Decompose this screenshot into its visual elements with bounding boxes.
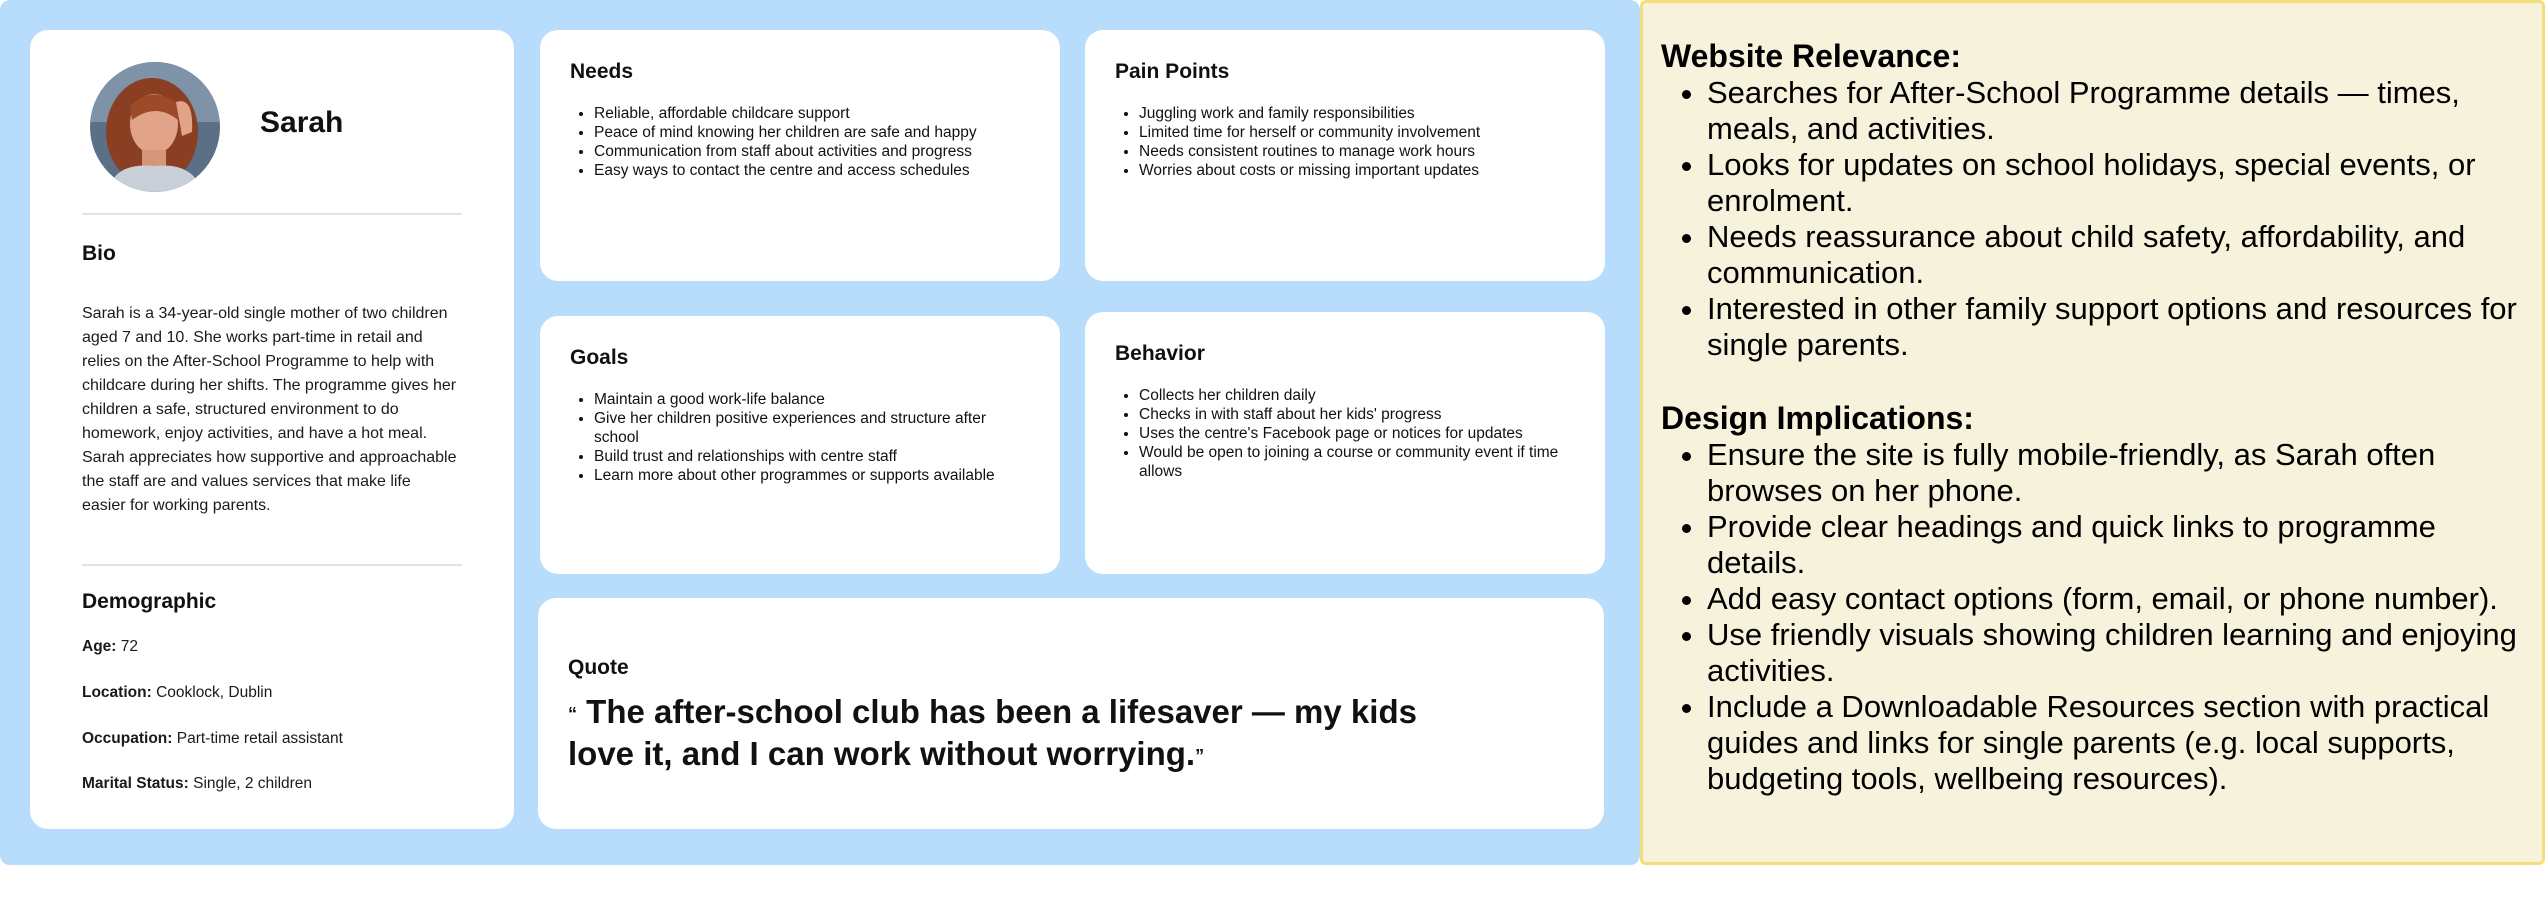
website-notes-panel [1640, 0, 2545, 865]
list-item: • Include a Downloadable Resources section with practical guides and links for single parents (e.g. local supports, budgeting tools, wellbeing resources). [1707, 689, 2524, 797]
list-item: • Communication from staff about activities and progress [594, 142, 1030, 161]
list-item: • Reliable, affordable childcare support [594, 104, 1030, 123]
list-item: • Would be open to joining a course or community event if time allows [1139, 443, 1575, 481]
website-relevance-heading: Website Relevance: [1661, 38, 1961, 74]
divider [82, 213, 462, 215]
list-item: • Looks for updates on school holidays, special events, or enrolment. [1707, 147, 2524, 219]
list-item: • Needs reassurance about child safety, affordability, and communication. [1707, 219, 2524, 291]
bio-text: Sarah is a 34-year-old single mother of two children aged 7 and 10. She works part-time in retail and relies on the After-School Programme to help with childcare during her shifts. The programme gives her children a safe, structured environment to do homework, enjoy activities, and have a hot meal. Sarah appreciates how supportive and approachable the staff are and values services that make life easier for working parents. [82, 305, 457, 514]
list-item: • Peace of mind knowing her children are safe and happy [594, 123, 1030, 142]
needs-card [540, 30, 1060, 281]
list-item: • Add easy contact options (form, email, or phone number). [1707, 581, 2524, 617]
profile-card [30, 30, 514, 829]
persona-name: Sarah [260, 106, 344, 139]
avatar-photo [90, 62, 220, 192]
list-item: • Use friendly visuals showing children learning and enjoying activities. [1707, 617, 2524, 689]
avatar [90, 62, 220, 192]
quote-card [538, 598, 1604, 829]
demographic-label: Age: [82, 638, 117, 655]
list-item: • Worries about costs or missing important updates [1139, 161, 1575, 180]
behavior-card [1085, 312, 1605, 574]
goals-card [540, 316, 1060, 574]
divider [82, 564, 462, 566]
list-item: • Checks in with staff about her kids' progress [1139, 405, 1575, 424]
close-quote-mark: ” [1195, 745, 1205, 766]
list-item: • Provide clear headings and quick links to programme details. [1707, 509, 2524, 581]
list-item: • Easy ways to contact the centre and access schedules [594, 161, 1030, 180]
list-item: • Build trust and relationships with centre staff [594, 447, 1030, 466]
list-item: • Juggling work and family responsibilities [1139, 104, 1575, 123]
design-implications-list [1661, 437, 2524, 797]
list-item: • Limited time for herself or community involvement [1139, 123, 1575, 142]
pain-points-heading: Pain Points [1115, 60, 1230, 83]
quote-text [568, 692, 1428, 776]
demographic-marital-status [82, 775, 312, 793]
list-item: • Interested in other family support options and resources for single parents. [1707, 291, 2524, 363]
list-item: • Searches for After-School Programme details — times, meals, and activities. [1707, 75, 2524, 147]
open-quote-mark: “ [568, 703, 577, 724]
list-item: • Learn more about other programmes or supports available [594, 466, 1030, 485]
demographic-occupation [82, 730, 343, 748]
goals-heading: Goals [570, 346, 629, 369]
demographic-value: Part-time retail assistant [176, 730, 343, 747]
needs-heading: Needs [570, 60, 634, 83]
demographic-value: 72 [120, 638, 139, 655]
demographic-label: Marital Status: [82, 775, 189, 792]
demographic-heading: Demographic [82, 590, 217, 613]
pain-points-list [1115, 104, 1575, 180]
list-item: • Ensure the site is fully mobile-friendly, as Sarah often browses on her phone. [1707, 437, 2524, 509]
demographic-value: Cooklock, Dublin [156, 684, 273, 701]
demographic-age [82, 638, 138, 656]
behavior-list [1115, 386, 1575, 481]
goals-list [570, 390, 1030, 485]
list-item: • Collects her children daily [1139, 386, 1575, 405]
spacer [1661, 363, 2524, 399]
demographic-label: Location: [82, 684, 152, 701]
pain-points-card [1085, 30, 1605, 281]
design-implications-heading: Design Implications: [1661, 400, 1974, 436]
behavior-heading: Behavior [1115, 342, 1205, 365]
list-item: • Maintain a good work-life balance [594, 390, 1030, 409]
quote-body: The after-school club has been a lifesaver — my kids love it, and I can work without worrying. [568, 693, 1417, 772]
quote-heading: Quote [568, 656, 629, 679]
bio-heading: Bio [82, 242, 116, 265]
list-item: • Give her children positive experiences and structure after school [594, 409, 1030, 447]
demographic-value: Single, 2 children [193, 775, 313, 792]
demographic-label: Occupation: [82, 730, 173, 747]
list-item: • Needs consistent routines to manage work hours [1139, 142, 1575, 161]
demographic-location [82, 684, 272, 702]
needs-list [570, 104, 1030, 180]
list-item: • Uses the centre's Facebook page or notices for updates [1139, 424, 1575, 443]
website-relevance-list [1661, 75, 2524, 363]
